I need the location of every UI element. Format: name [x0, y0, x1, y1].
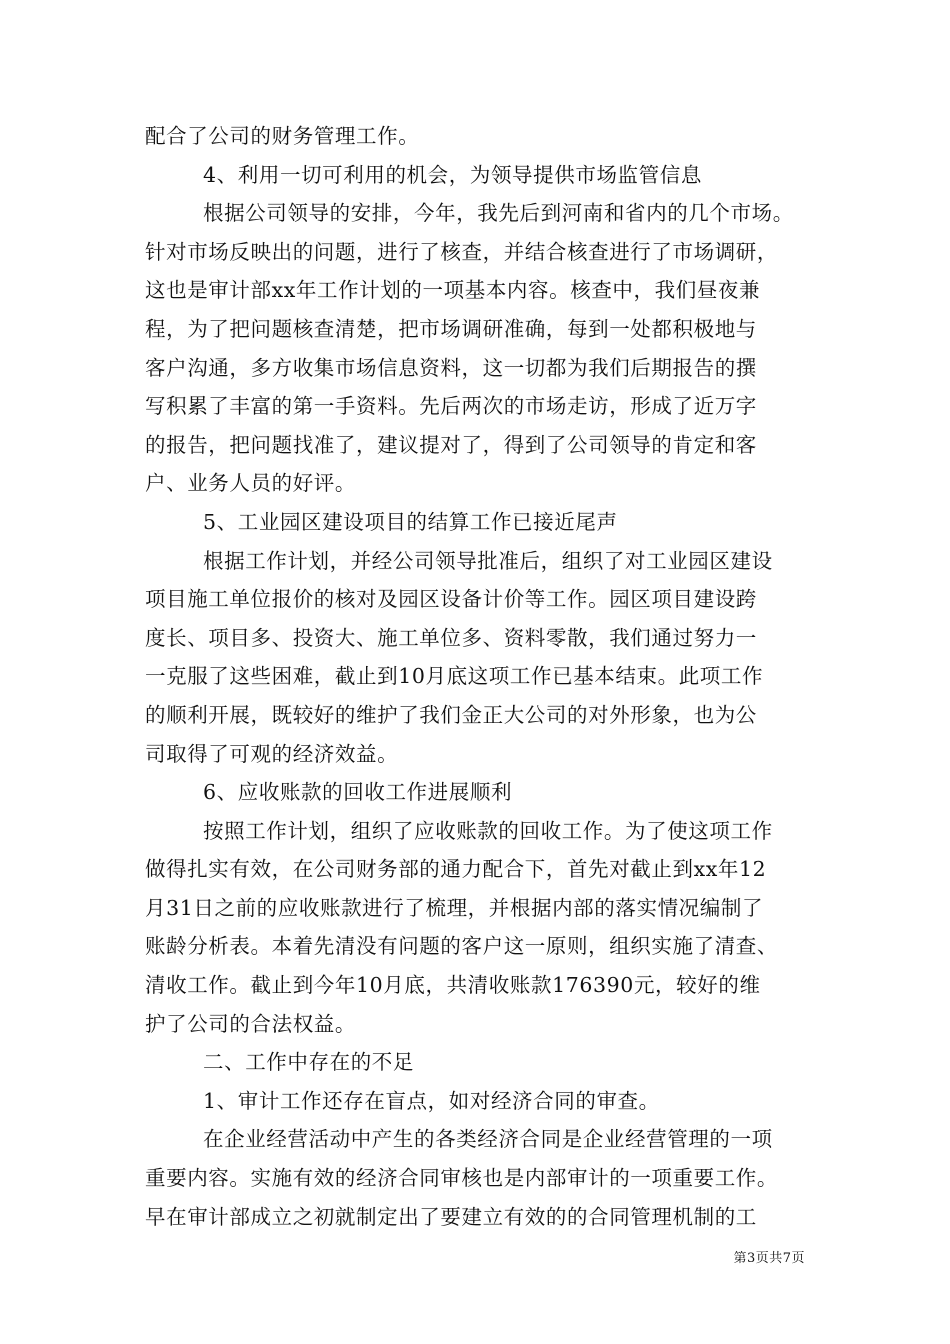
text-line: 一克服了这些困难，截止到10月底这项工作已基本结束。此项工作: [145, 664, 764, 689]
text-line: 项目施工单位报价的核对及园区设备计价等工作。园区项目建设跨: [145, 587, 757, 612]
text-line: 客户沟通，多方收集市场信息资料，这一切都为我们后期报告的撰: [145, 355, 757, 380]
text-line: 账龄分析表。本着先清没有问题的客户这一原则，组织实施了清查、: [145, 934, 778, 959]
page-number: 第3页共7页: [733, 1251, 805, 1266]
text-line: 4、利用一切可利用的机会，为领导提供市场监管信息: [203, 162, 702, 187]
text-line: 针对市场反映出的问题，进行了核查，并结合核查进行了市场调研，: [145, 239, 778, 264]
text-line: 重要内容。实施有效的经济合同审核也是内部审计的一项重要工作。: [145, 1166, 778, 1191]
text-line: 按照工作计划，组织了应收账款的回收工作。为了使这项工作: [203, 818, 773, 843]
text-line: 根据工作计划，并经公司领导批准后，组织了对工业园区建设: [203, 548, 773, 573]
text-line: 度长、项目多、投资大、施工单位多、资料零散，我们通过努力一: [145, 625, 757, 650]
text-line: 根据公司领导的安排，今年，我先后到河南和省内的几个市场。: [203, 201, 794, 226]
text-line: 做得扎实有效，在公司财务部的通力配合下，首先对截止到xx年12: [145, 857, 767, 882]
text-line: 护了公司的合法权益。: [145, 1011, 356, 1036]
text-line: 早在审计部成立之初就制定出了要建立有效的的合同管理机制的工: [145, 1204, 757, 1229]
text-line: 清收工作。截止到今年10月底，共清收账款176390元，较好的维: [145, 973, 761, 998]
text-line: 写积累了丰富的第一手资料。先后两次的市场走访，形成了近万字: [145, 394, 757, 419]
text-line: 的报告，把问题找准了，建议提对了，得到了公司领导的肯定和客: [145, 432, 757, 457]
text-line: 5、工业园区建设项目的结算工作已接近尾声: [203, 509, 618, 534]
text-line: 二、工作中存在的不足: [203, 1050, 414, 1075]
body-text: [145, 117, 815, 1236]
text-line: 户、业务人员的好评。: [145, 471, 356, 496]
text-line: 6、应收账款的回收工作进展顺利: [203, 780, 513, 805]
text-line: 这也是审计部xx年工作计划的一项基本内容。核查中，我们昼夜兼: [145, 278, 761, 303]
text-line: 配合了公司的财务管理工作。: [145, 124, 420, 148]
text-line: 程，为了把问题核查清楚，把市场调研准确，每到一处都积极地与: [145, 316, 757, 341]
text-line: 月31日之前的应收账款进行了梳理，并根据内部的落实情况编制了: [145, 895, 764, 920]
text-line: 1、审计工作还存在盲点，如对经济合同的审查。: [203, 1088, 660, 1113]
text-line: 的顺利开展，既较好的维护了我们金正大公司的对外形象，也为公: [145, 702, 757, 727]
text-line: 司取得了可观的经济效益。: [145, 741, 399, 766]
text-line: 在企业经营活动中产生的各类经济合同是企业经营管理的一项: [203, 1127, 773, 1152]
